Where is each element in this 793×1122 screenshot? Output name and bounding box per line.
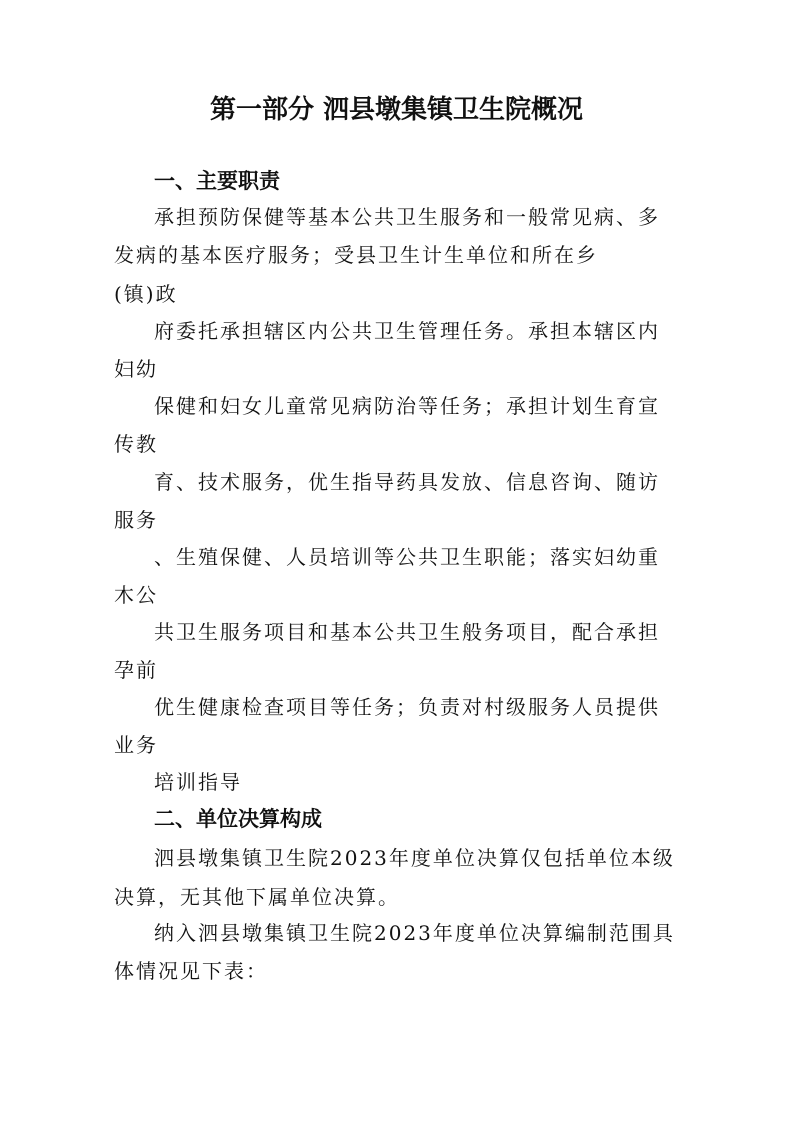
paragraph-line: 、生殖保健、人员培训等公共卫生职能；落实妇幼重 [154, 545, 660, 569]
paragraph-line: 保健和妇女儿童常见病防治等任务；承担计划生育宣 [154, 394, 660, 418]
paragraph-line: 体情况见下表： [114, 959, 268, 983]
paragraph-line: 育、技术服务，优生指导药具发放、信息咨询、随访 [154, 470, 660, 494]
paragraph-line: 孕前 [114, 658, 158, 682]
paragraph-line: 优生健康检查项目等任务；负责对村级服务人员提供 [154, 695, 660, 719]
paragraph-line: 发病的基本医疗服务；受县卫生计生单位和所在乡 [114, 243, 598, 267]
page-title: 第一部分 泗县墩集镇卫生院概况 [209, 95, 584, 125]
paragraph-line: 妇幼 [114, 357, 158, 381]
paragraph-line: 泗县墩集镇卫生院2023年度单位决算仅包括单位本级 [154, 846, 675, 870]
paragraph-line: 业务 [114, 733, 158, 757]
paragraph-line: 木公 [114, 583, 158, 607]
paragraph-line: 府委托承担辖区内公共卫生管理任务。承担本辖区内 [154, 319, 660, 343]
paragraph-line: (镇)政 [114, 282, 178, 306]
paragraph-line: 传教 [114, 432, 158, 456]
paragraph-line: 承担预防保健等基本公共卫生服务和一般常见病、多 [154, 205, 660, 229]
paragraph-line: 共卫生服务项目和基本公共卫生般务项目，配合承担 [154, 620, 660, 644]
paragraph-line: 培训指导 [154, 770, 242, 794]
section-heading-main-duties: 一、主要职责 [154, 169, 280, 193]
paragraph-line: 服务 [114, 508, 158, 532]
paragraph-line: 纳入泗县墩集镇卫生院2023年度单位决算编制范围具 [154, 921, 675, 945]
section-heading-budget-structure: 二、单位决算构成 [154, 807, 322, 831]
paragraph-line: 决算，无其他下属单位决算。 [114, 885, 400, 909]
